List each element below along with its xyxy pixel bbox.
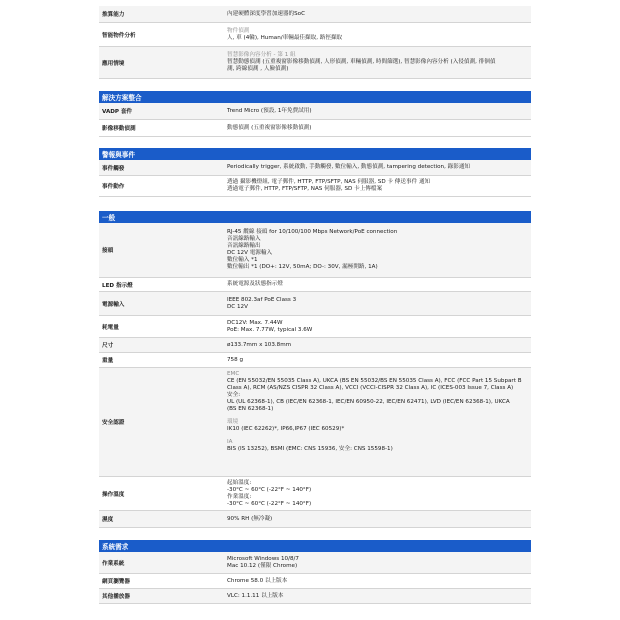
- spec-value: [227, 120, 531, 136]
- spec-label: 電源輸入: [102, 301, 125, 308]
- value-line: Trend Micro (預設, 1年免費試用): [227, 107, 312, 114]
- section-header-alarm: 警報與事件: [99, 148, 531, 160]
- value-line: 內建硬體深度學習加速器的SoC: [227, 10, 306, 17]
- value-line: PoE: Max. 7.77W, typical 3.6W: [227, 326, 313, 333]
- spec-row-safety: [99, 368, 531, 477]
- spec-sheet: [99, 6, 531, 604]
- value-line: DC 12V: [227, 303, 248, 310]
- spec-label: 其他播放器: [102, 594, 130, 600]
- value-line: 90% RH (無冷凝): [227, 515, 273, 522]
- spec-value: [227, 292, 531, 315]
- value-line: CE (EN 55032/EN 55035 Class A), UKCA (BS EN 55032/BS EN 55035 Class A), FCC (FCC Part 15 Subpart B: [227, 378, 522, 384]
- spec-row-scenarios: [99, 47, 531, 79]
- value-line: 音訊線路輸入: [227, 236, 261, 242]
- value-line: -30°C ~ 60°C (-22°F ~ 140°F): [227, 486, 312, 493]
- value-line: Microsoft Windows 10/8/7: [227, 555, 299, 562]
- value-subtitle: IA: [227, 439, 233, 445]
- spec-row-object-analysis: [99, 23, 531, 47]
- value-subtitle: EMC: [227, 371, 240, 377]
- spec-row-weight: [99, 353, 531, 368]
- spec-row-vadp: [99, 103, 531, 120]
- spec-row-computing: [99, 6, 531, 23]
- spec-row-humidity: [99, 511, 531, 528]
- spec-value: [227, 103, 531, 119]
- value-line: 數位輸出 *1 (DO+: 12V, 50mA; DO-: 30V, 漏極開路, 1A): [227, 264, 378, 270]
- spec-label: 耗電量: [102, 324, 119, 331]
- spec-label: LED 指示燈: [102, 282, 133, 289]
- value-line: 透過 攝影機燈組, 電子郵件, HTTP, FTP/SFTP, NAS 伺服器, SD 卡 傳送事件 通知: [227, 179, 431, 185]
- value-line: 動態偵測 (五重複窗影像移動偵測): [227, 124, 312, 131]
- spec-row-player: [99, 589, 531, 604]
- value-line: IEEE 802.3af PoE Class 3: [227, 296, 297, 303]
- spec-label: 尺寸: [102, 343, 114, 349]
- value-line: 人, 車 (4輪), Human/車輛最佳擷取, 路徑擷取: [227, 34, 343, 41]
- value-line: -30°C ~ 60°C (-22°F ~ 140°F): [227, 500, 312, 507]
- value-line: DC 12V 電源輸入: [227, 250, 273, 256]
- spec-label: VADP 套件: [102, 109, 133, 115]
- section-header-general: 一般: [99, 211, 531, 223]
- spec-row-os: [99, 552, 531, 574]
- spec-label: 操作溫度: [102, 491, 125, 498]
- spec-value: [227, 47, 531, 78]
- spec-value: [227, 316, 531, 337]
- spec-value: [227, 6, 531, 22]
- spec-value: [227, 338, 531, 352]
- spec-row-connector: [99, 223, 531, 278]
- spec-value: [227, 278, 531, 291]
- value-line: Periodically trigger, 系統啟動, 手動觸發, 數位輸入, 動態偵測, tampering detection, 錄影通知: [227, 164, 471, 170]
- spec-value: [227, 552, 531, 573]
- spec-label: 事件觸發: [102, 165, 125, 172]
- value-line: BIS (IS 13252), BSMI (EMC: CNS 15936, 安全: CNS 15598-1): [227, 446, 393, 452]
- spec-value: [227, 223, 531, 277]
- value-subtitle: 智慧影像內容分析 - 第 1 組: [227, 52, 296, 58]
- value-line: Chrome 58.0 以上版本: [227, 577, 288, 584]
- spec-label: 推算能力: [102, 12, 125, 18]
- spec-label: 網頁瀏覽器: [102, 579, 130, 585]
- spec-value: [227, 477, 531, 510]
- spec-row-motion-detection: [99, 120, 531, 137]
- spec-value: [227, 176, 531, 196]
- spec-label: 應用情境: [102, 60, 125, 67]
- value-line: 數位輸入 *1: [227, 257, 258, 263]
- value-line: 起始溫度:: [227, 479, 252, 486]
- spec-value: [227, 574, 531, 588]
- value-line: 音訊線路輸出: [227, 243, 261, 249]
- value-line: VLC: 1.1.11 以上版本: [227, 592, 284, 599]
- spec-label: 智能物件分析: [102, 32, 136, 39]
- spec-label: 重量: [102, 358, 114, 364]
- spec-row-event-trigger: [99, 160, 531, 176]
- value-line: ø133.7mm x 103.8mm: [227, 341, 292, 348]
- spec-row-led: [99, 278, 531, 292]
- section-header-system: 系統需求: [99, 540, 531, 552]
- spec-row-browser: [99, 574, 531, 589]
- spec-row-dimension: [99, 338, 531, 353]
- value-subtitle: 環境: [227, 419, 239, 425]
- value-line: Class A), RCM (AS/NZS CISPR 32 Class A), VCCI (VCCI-CISPR 32 Class A), IC (ICES-003 Issue 7, Class A): [227, 385, 514, 391]
- value-line: 測, 跨線偵測 , 人臉偵測): [227, 66, 289, 72]
- spec-row-power-consumption: [99, 316, 531, 338]
- value-subtitle: 物件偵測: [227, 27, 250, 34]
- spec-label: 事件動作: [102, 184, 125, 190]
- value-line: DC12V: Max. 7.44W: [227, 319, 283, 326]
- value-line: RJ-45 纜線 接頭 for 10/100/100 Mbps Network/PoE connection: [227, 229, 398, 235]
- spec-label: 影像移動偵測: [102, 126, 136, 132]
- spec-row-operating-temp: [99, 477, 531, 511]
- value-line: 758 g: [227, 356, 244, 363]
- spec-value: [227, 23, 531, 46]
- section-header-solution: 解決方案整合: [99, 91, 531, 103]
- spec-label: 作業系統: [102, 560, 125, 567]
- spec-value: [227, 368, 531, 476]
- spec-value: [227, 511, 531, 527]
- spec-row-event-action: [99, 176, 531, 197]
- spec-value: [227, 589, 531, 603]
- spec-row-power-input: [99, 292, 531, 316]
- value-line: IK10 (IEC 62262)*, IP66,IP67 (IEC 60529)*: [227, 426, 345, 432]
- spec-value: [227, 353, 531, 367]
- value-line: Mac 10.12 (僅限 Chrome): [227, 562, 298, 569]
- value-line: 作業溫度:: [227, 493, 252, 500]
- value-line: 透過電子郵件, HTTP, FTP/SFTP, NAS 伺服器, SD 卡上傳檔案: [227, 186, 383, 192]
- value-line: (BS EN 62368-1): [227, 406, 274, 412]
- spec-value: [227, 160, 531, 175]
- spec-label: 接頭: [102, 248, 114, 254]
- value-line: 智慧動態偵測 (五重複窗影像移動偵測, 人形偵測, 車輛偵測, 時間篩選), 智慧影像內容分析 (入侵偵測, 徘徊偵: [227, 59, 496, 65]
- value-line: UL (UL 62368-1), CB (IEC/EN 62368-1, IEC/EN 60950-22, IEC/EN 62471), LVD (IEC/EN 62368-1), UKCA: [227, 399, 510, 405]
- spec-label: 安全認證: [102, 420, 125, 426]
- value-line: 系統電源及狀態指示燈: [227, 281, 283, 287]
- value-line: 安全:: [227, 392, 241, 398]
- spec-label: 濕度: [102, 517, 114, 523]
